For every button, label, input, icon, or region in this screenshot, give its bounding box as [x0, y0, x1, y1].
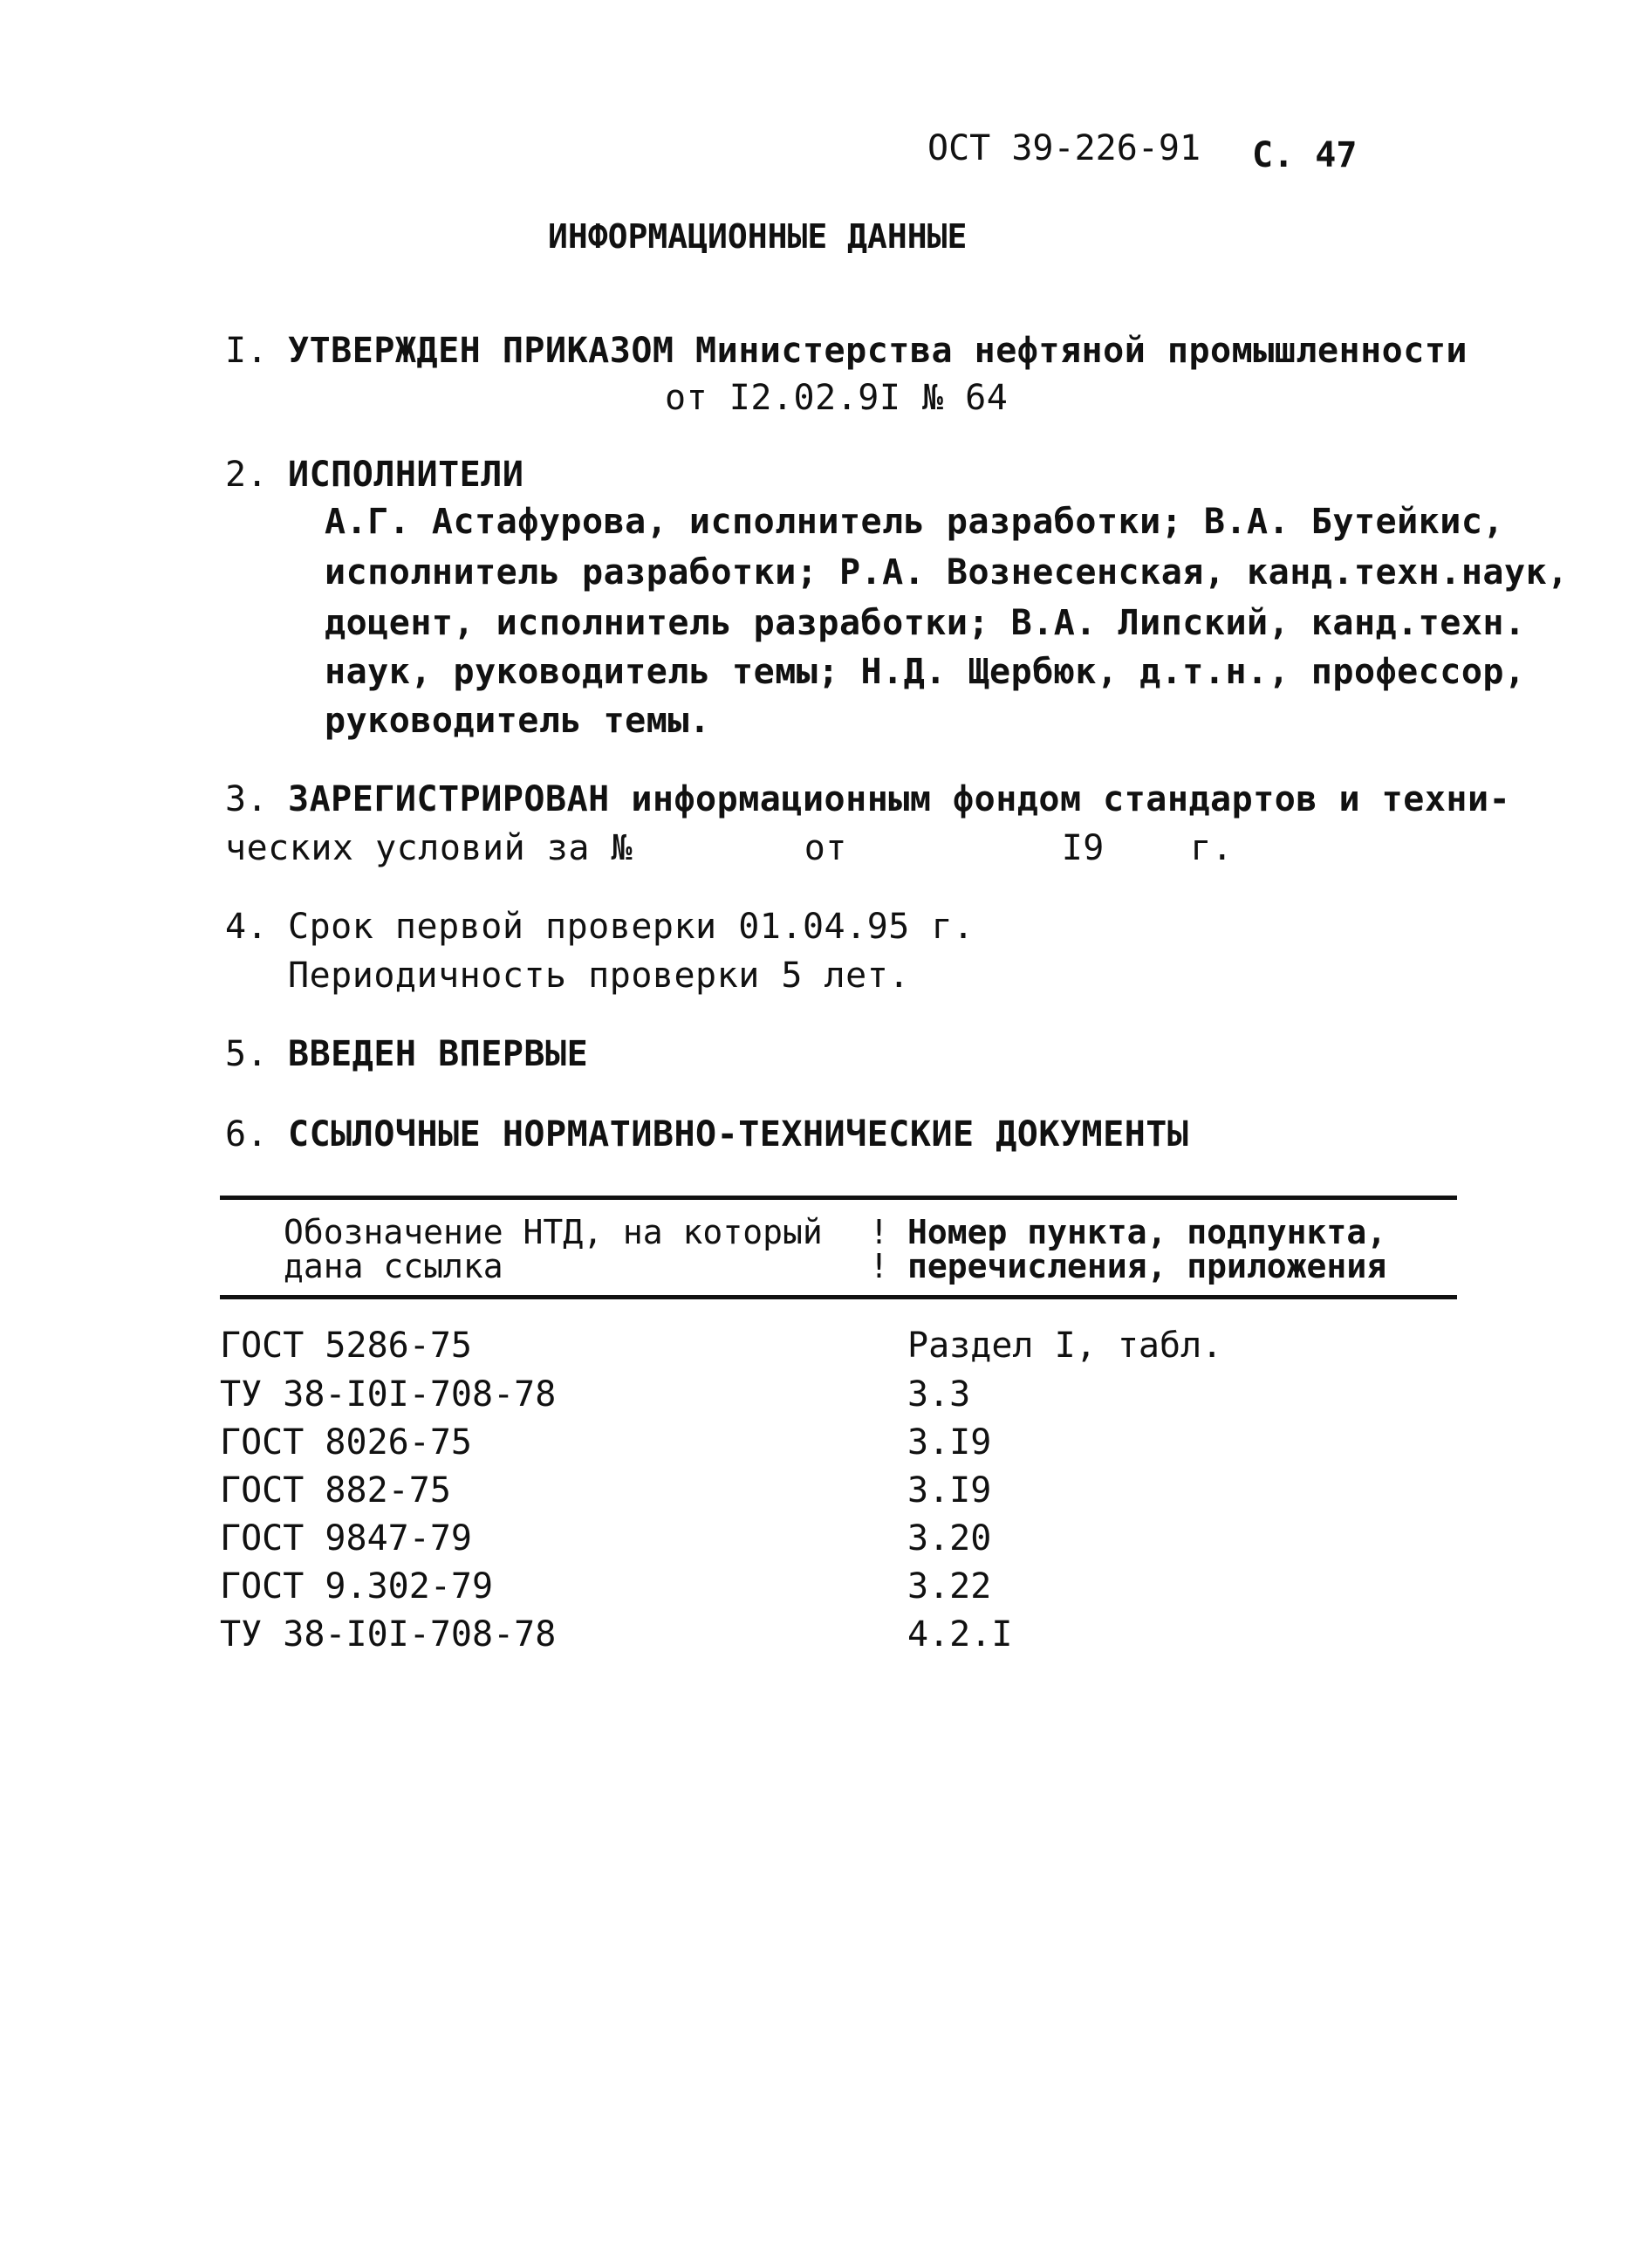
reference-clause: 3.3: [907, 1374, 971, 1415]
table-header-separator: !: [869, 1247, 889, 1285]
table-header-col1: дана ссылка: [284, 1247, 503, 1285]
check-periodicity: Периодичность проверки 5 лет.: [288, 956, 910, 996]
page-title: ИНФОРМАЦИОННЫЕ ДАННЫЕ: [548, 217, 968, 256]
table-header-col2: Номер пункта, подпункта,: [907, 1213, 1387, 1251]
authors-line: исполнитель разработки; Р.А. Вознесенская, канд.техн.наук,: [325, 552, 1569, 593]
authors-line: руководитель темы.: [325, 701, 711, 741]
table-row: [0, 1328, 1649, 1377]
table-header-separator: !: [869, 1213, 889, 1251]
reference-doc: ГОСТ 5286-75: [220, 1326, 472, 1366]
section-3-number: 3.: [225, 779, 269, 819]
reference-clause: 3.I9: [907, 1470, 992, 1511]
introduced-first-time: ВВЕДЕН ВПЕРВЫЕ: [288, 1034, 589, 1074]
reference-doc: ТУ 38-I0I-708-78: [220, 1374, 557, 1415]
section-5-number: 5.: [225, 1034, 269, 1074]
table-row: [0, 1422, 1649, 1474]
page-number: С. 47: [1252, 135, 1358, 175]
reference-clause: 3.22: [907, 1566, 992, 1607]
reference-doc: ТУ 38-I0I-708-78: [220, 1614, 557, 1655]
reference-doc: ГОСТ 882-75: [220, 1470, 451, 1511]
authors-line: наук, руководитель темы; Н.Д. Щербюк, д.т.н., профессор,: [325, 652, 1526, 692]
reference-doc: ГОСТ 9.302-79: [220, 1566, 494, 1607]
section-6-heading: ССЫЛОЧНЫЕ НОРМАТИВНО-ТЕХНИЧЕСКИЕ ДОКУМЕНТЫ: [288, 1114, 1189, 1155]
section-3-registration: ЗАРЕГИСТРИРОВАН информационным фондом стандартов и техни-: [288, 779, 1511, 819]
reference-clause: 3.20: [907, 1518, 992, 1559]
section-1-order-date: от I2.02.9I № 64: [665, 378, 1009, 418]
table-header-col2: перечисления, приложения: [907, 1247, 1387, 1285]
table-header-rule: [220, 1295, 1457, 1299]
first-check-date: Срок первой проверки 01.04.95 г.: [288, 907, 975, 947]
section-1-number: I.: [225, 331, 269, 371]
section-3-registration-cont: ческих условий за № от I9 г.: [225, 828, 1234, 868]
reference-doc: ГОСТ 9847-79: [220, 1518, 472, 1559]
table-row: [0, 1614, 1649, 1666]
authors-line: А.Г. Астафурова, исполнитель разработки; В.А. Бутейкис,: [325, 502, 1505, 542]
section-6-number: 6.: [225, 1114, 269, 1155]
table-header-col1: Обозначение НТД, на который: [284, 1213, 823, 1251]
table-row: [0, 1374, 1649, 1426]
section-1-approval: УТВЕРЖДЕН ПРИКАЗОМ Министерства нефтяной промышленности: [288, 331, 1468, 371]
reference-doc: ГОСТ 8026-75: [220, 1422, 472, 1463]
section-4-number: 4.: [225, 907, 269, 947]
reference-clause: 3.I9: [907, 1422, 992, 1463]
authors-line: доцент, исполнитель разработки; В.А. Липский, канд.техн.: [325, 603, 1526, 643]
section-2-number: 2.: [225, 455, 269, 495]
table-row: [0, 1518, 1649, 1570]
reference-clause: 4.2.I: [907, 1614, 1013, 1655]
table-row: [0, 1470, 1649, 1522]
reference-clause: Раздел I, табл.: [907, 1326, 1223, 1366]
section-2-heading: ИСПОЛНИТЕЛИ: [288, 455, 524, 495]
table-top-rule: [220, 1196, 1457, 1200]
document-code: ОСТ 39-226-91: [927, 128, 1201, 168]
table-row: [0, 1566, 1649, 1618]
